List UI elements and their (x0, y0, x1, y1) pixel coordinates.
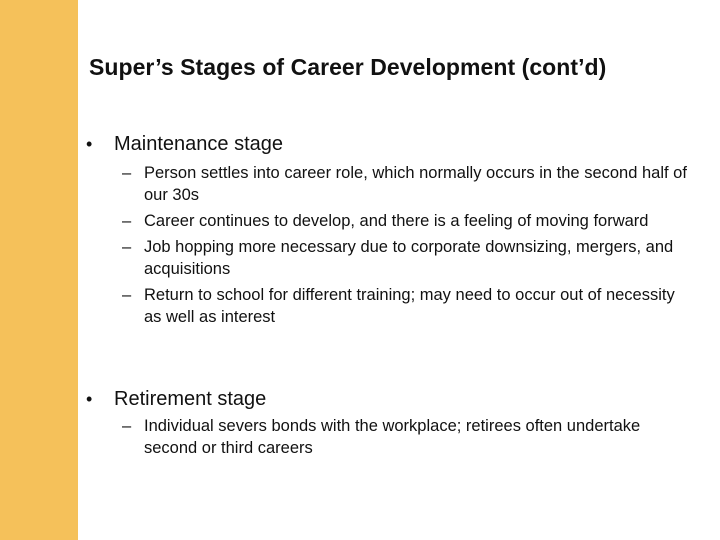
sub-bullet-item (86, 162, 689, 206)
dash-icon: – (122, 212, 132, 230)
slide-title: Super’s Stages of Career Development (cont’d) (89, 54, 607, 80)
sub-bullet-text: Person settles into career role, which normally occurs in the second half of our 30s (144, 164, 687, 204)
sub-bullet-item (86, 236, 689, 280)
sub-bullet-text: Individual severs bonds with the workplace; retirees often undertake second or third careers (144, 417, 641, 457)
sub-bullet-text: Job hopping more necessary due to corporate downsizing, mergers, and acquisitions (144, 238, 674, 278)
sub-bullet-item (86, 284, 689, 328)
bullet-icon: • (86, 389, 93, 409)
left-accent-bar (0, 0, 78, 540)
bullet-icon: • (86, 134, 93, 154)
maintenance-stage-details (86, 162, 706, 328)
retirement-stage-heading: Retirement stage (114, 388, 267, 410)
maintenance-stage-bullet (86, 130, 706, 160)
maintenance-stage-heading: Maintenance stage (114, 133, 284, 155)
sub-bullet-item (86, 210, 689, 232)
retirement-stage-section (86, 385, 706, 463)
sub-bullet-item (86, 415, 689, 459)
retirement-stage-bullet (86, 385, 706, 415)
retirement-stage-details (86, 415, 706, 459)
dash-icon: – (122, 238, 132, 256)
dash-icon: – (122, 417, 132, 435)
sub-bullet-text: Career continues to develop, and there is a feeling of moving forward (144, 212, 649, 230)
dash-icon: – (122, 164, 132, 182)
sub-bullet-text: Return to school for different training; may need to occur out of necessity as well as interest (144, 286, 675, 326)
maintenance-stage-section (86, 130, 706, 332)
dash-icon: – (122, 286, 132, 304)
